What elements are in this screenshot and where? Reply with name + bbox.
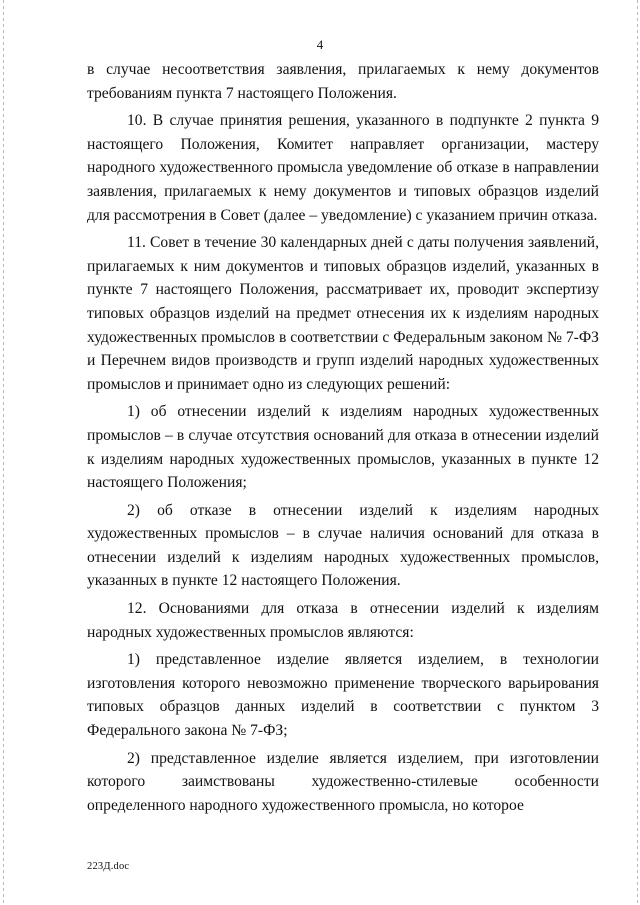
- page-number: 4: [316, 37, 324, 52]
- paragraph-11-item-2: 2) об отказе в отнесении изделий к изделиям народных художественных промыслов – в случае наличия оснований для отказа в отнесении изделий к изделиям народных художественных промыслов, указанных в пункте 12 настоящего Положения.: [87, 501, 599, 590]
- paragraph-11: 11. Совет в течение 30 календарных дней с даты получения заявлений, прилагаемых к ним документов и типовых образцов изделий, указанных в пункте 7 настоящего Положения, рассматривает их, проводит экспертизу типовых образцов изделий на предмет отнесения их к изделиям народных художественных промыслов в соответствии с Федеральным законом № 7-ФЗ и Перечнем видов производств и групп изделий народных художественных промыслов и принимает одно из следующих решений:: [87, 234, 599, 393]
- footer-file-code: 223Д.doc: [87, 861, 130, 872]
- paragraph-10: 10. В случае принятия решения, указанного в подпункте 2 пункта 9 настоящего Положения, Комитет направляет организации, мастеру народного художественного промысла уведомление об отказе в направлении заявления, прилагаемых к нему документов и типовых образцов изделий для рассмотрения в Совет (далее – уведомление) с указанием причин отказа.: [87, 112, 599, 224]
- paragraph-12-item-2: 2) представленное изделие является изделием, при изготовлении которого заимствованы художественно-стилевые особенности определенного народного художественного промысла, но которое: [87, 749, 599, 814]
- paragraph-11-item-1: 1) об отнесении изделий к изделиям народных художественных промыслов – в случае отсутствия оснований для отказа в отнесении изделий к изделиям народных художественных промыслов, указанных в пункте 12 настоящего Положения;: [87, 403, 599, 492]
- document-body: [87, 58, 599, 817]
- page-left-edge: [3, 0, 4, 905]
- paragraph-12: 12. Основаниями для отказа в отнесении изделий к изделиям народных художественных промыслов являются:: [87, 600, 599, 641]
- page-right-edge: [637, 0, 638, 905]
- paragraph-12-item-1: 1) представленное изделие является изделием, в технологии изготовления которого невозможно применение творческого варьирования типовых образцов данных изделий в соответствии с пунктом 3 Федерального закона № 7-ФЗ;: [87, 651, 599, 740]
- paragraph-continuation: в случае несоответствия заявления, прилагаемых к нему документов требованиям пункта 7 настоящего Положения.: [87, 61, 599, 102]
